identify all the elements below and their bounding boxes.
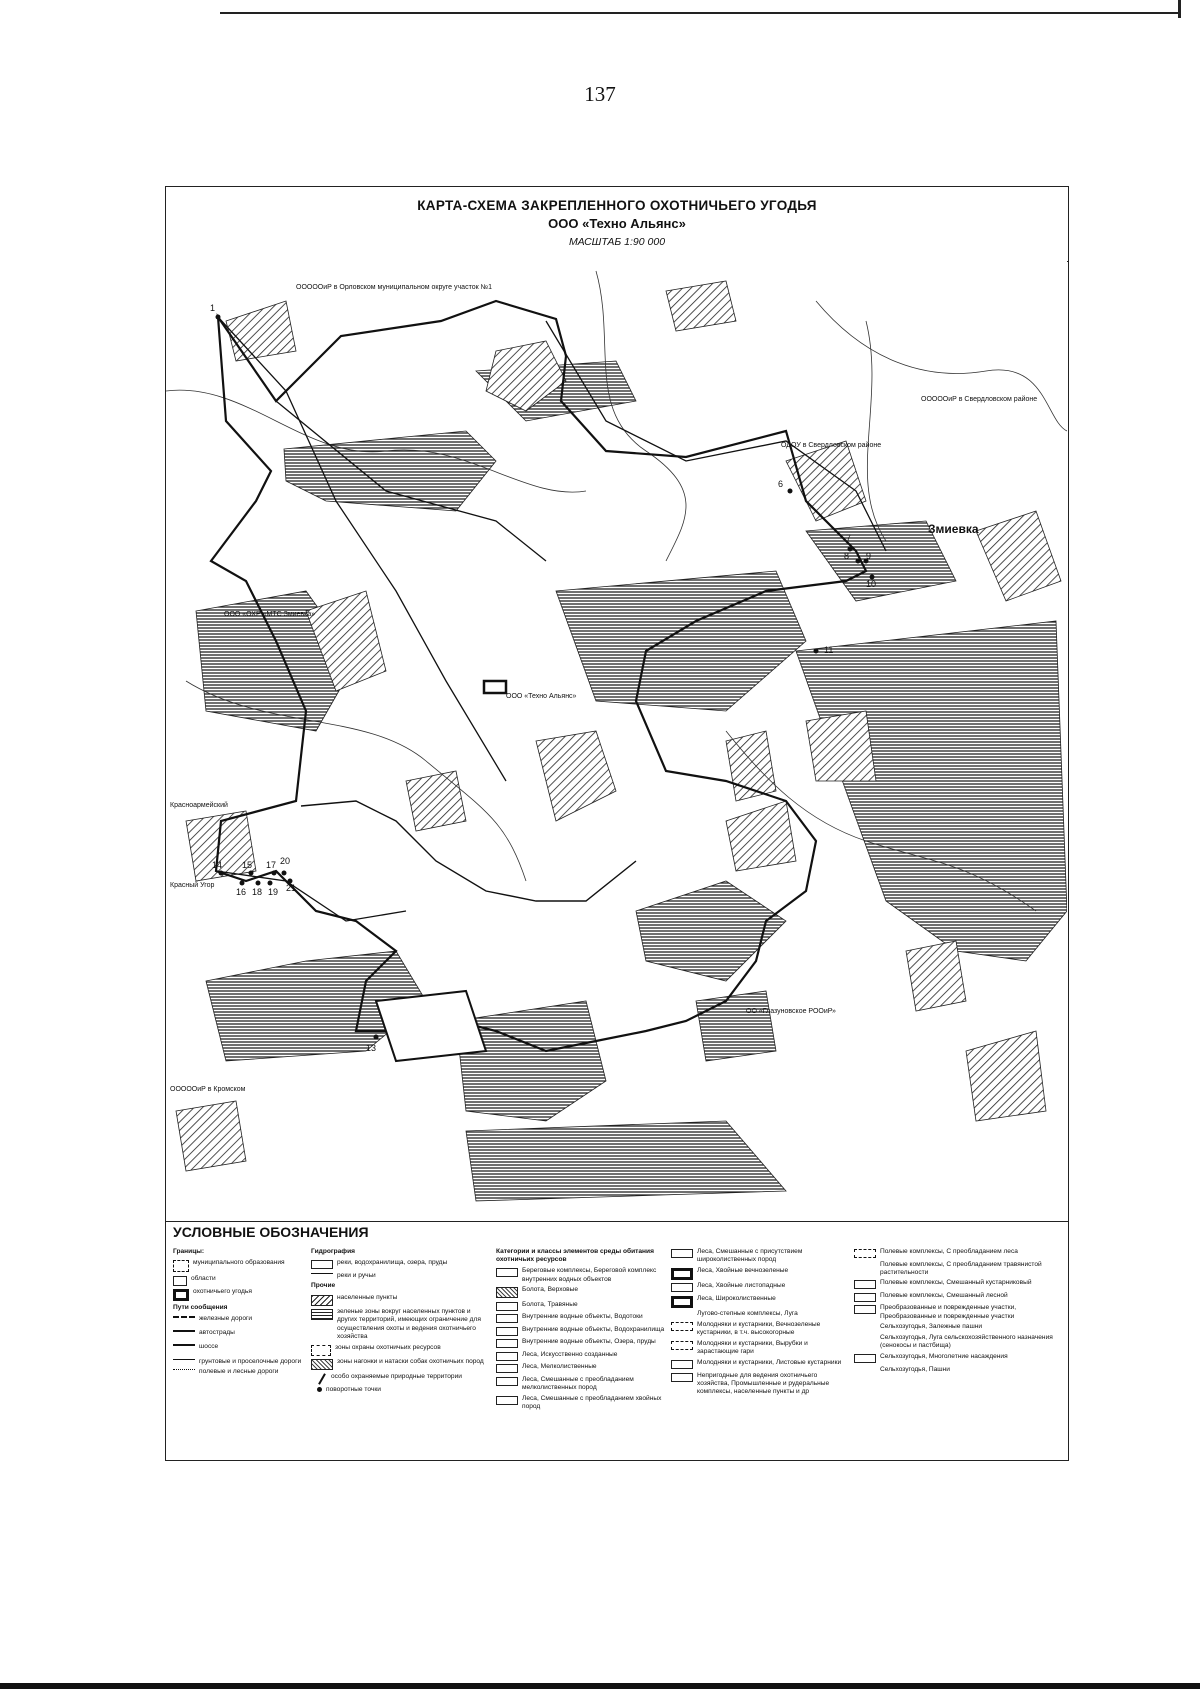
- young-deciduous-icon: [671, 1360, 693, 1369]
- legend-col-4: [671, 1248, 851, 1399]
- unsuitable-icon: [671, 1373, 693, 1382]
- field-road-icon: [173, 1369, 195, 1370]
- legend-title: УСЛОВНЫЕ ОБОЗНАЧЕНИЯ: [173, 1224, 369, 1240]
- turn-point-icon: [317, 1387, 322, 1392]
- label-zmievka: Змиевка: [928, 522, 979, 536]
- label-krom: ОООООиР в Кромском: [170, 1086, 246, 1093]
- svg-text:19: 19: [268, 887, 279, 897]
- legend-head-other: Прочие: [311, 1282, 336, 1290]
- stream-icon: [311, 1273, 333, 1274]
- techno-marker: [484, 681, 506, 693]
- legend-item: шоссе: [173, 1343, 308, 1351]
- map-frame: [165, 186, 1069, 1461]
- protection-zone-icon: [311, 1345, 331, 1356]
- svg-text:18: 18: [252, 887, 263, 897]
- label-krasny: Красный Угор: [170, 882, 215, 889]
- label-orel: ОООООиР в Орловском муниципальном округе участок №1: [296, 284, 492, 291]
- legend-head-hydro: Гидрография: [311, 1248, 355, 1255]
- water-icon: [311, 1260, 333, 1269]
- legend-item: Полевые комплексы, Смешанный кустарниковый: [854, 1279, 1059, 1289]
- legend-item: Внутренние водные объекты, Водохранилища: [496, 1326, 666, 1336]
- legend-item: Леса, Смешанные с преобладанием мелколиственных пород: [496, 1376, 666, 1392]
- legend-item: Непригодные для ведения охотничьего хозяйства, Промышленные и рудеральные комплексы, населенные пункты и др: [671, 1372, 851, 1397]
- legend-item: Молодняки и кустарники, Вырубки и зарастающие гари: [671, 1340, 851, 1356]
- protected-area-icon: [317, 1374, 327, 1384]
- svg-text:17: 17: [266, 860, 277, 870]
- conif-deciduous-icon: [671, 1283, 693, 1292]
- legend-item: Болота, Верховые: [496, 1286, 666, 1298]
- map-scale: МАСШТАБ 1:90 000: [568, 236, 666, 248]
- legend-item: Внутренние водные объекты, Водотоки: [496, 1313, 666, 1323]
- svg-text:6: 6: [778, 479, 784, 489]
- legend-item: Полевые комплексы, С преобладанием травянистой растительности: [880, 1260, 1042, 1276]
- broadleaf-icon: [671, 1296, 693, 1308]
- legend-item: Лугово-степные комплексы, Луга: [697, 1310, 798, 1318]
- map-subtitle: ООО «Техно Альянс»: [548, 216, 686, 231]
- training-zone-icon: [311, 1359, 333, 1370]
- legend-item: Внутренние водные объекты, Озера, пруды: [496, 1338, 666, 1348]
- legend-col-1: [173, 1248, 308, 1379]
- field-shrub-icon: [854, 1280, 876, 1289]
- forest-artificial-icon: [496, 1352, 518, 1361]
- transformed-icon: [854, 1305, 876, 1314]
- legend-item: Леса, Мелколиственные: [496, 1363, 666, 1373]
- legend-item: зоны охраны охотничьих ресурсов: [311, 1344, 491, 1356]
- legend-item: Леса, Смешанные с преобладанием хвойных пород: [496, 1395, 666, 1411]
- svg-text:10: 10: [866, 579, 877, 589]
- legend-item: грунтовые и проселочные дороги: [173, 1358, 308, 1366]
- mixed-broad-icon: [671, 1249, 693, 1258]
- thick-box-icon: [173, 1289, 189, 1301]
- legend-item: Сельхозугодья, Залежные пашни: [880, 1323, 983, 1331]
- label-oooor-sverdl: ОООООиР в Свердловском районе: [921, 396, 1038, 403]
- label-odou: ОДОУ в Свердловском районе: [781, 442, 882, 449]
- legend-head-roads: Пути сообщения: [173, 1303, 228, 1311]
- svg-text:11: 11: [824, 645, 834, 655]
- legend-item: Сельхозугодья, Пашни: [880, 1365, 950, 1373]
- label-ohr: ООО «ОХР «МТС Змиевка»: [224, 611, 316, 618]
- bog-upper-icon: [496, 1287, 518, 1298]
- label-techno: ООО «Техно Альянс»: [506, 693, 577, 700]
- agri-perennial-icon: [854, 1354, 876, 1363]
- legend-item: охотничьего угодья: [173, 1288, 308, 1301]
- young-growth-icon: [671, 1322, 693, 1331]
- legend-item: Леса, Хвойные листопадные: [671, 1282, 851, 1292]
- watercourse-icon: [496, 1314, 518, 1323]
- legend-head-categories: Категории и классы элементов среды обитания охотничьих ресурсов: [496, 1248, 654, 1264]
- legend-item: Сельхозугодья, Луга сельскохозяйственного назначения (сенокосы и пастбища): [880, 1334, 1053, 1350]
- legend-item: реки и ручьи: [311, 1272, 491, 1280]
- box-icon: [173, 1276, 187, 1286]
- map-area: [166, 261, 1067, 1219]
- top-rule: [220, 12, 1180, 14]
- svg-text:20: 20: [280, 856, 291, 866]
- svg-text:1: 1: [210, 303, 216, 313]
- legend-item: Леса, Смешанные с присутствием широколиственных пород: [671, 1248, 851, 1264]
- legend-col-3: [496, 1248, 666, 1414]
- conif-evergreen-icon: [671, 1268, 693, 1280]
- bottom-rule: [0, 1683, 1200, 1689]
- legend-item: Сельхозугодья, Многолетние насаждения: [854, 1353, 1059, 1363]
- legend-item: Полевые комплексы, С преобладанием леса: [854, 1248, 1059, 1258]
- legend-item: поворотные точки: [311, 1386, 491, 1394]
- legend-item: реки, водохранилища, озера, пруды: [311, 1259, 491, 1269]
- dirt-road-icon: [173, 1359, 195, 1360]
- map-canvas: [166, 261, 1067, 1219]
- legend-item: Молодняки и кустарники, Листовые кустарники: [671, 1359, 851, 1369]
- legend-item: Молодняки и кустарники, Вечнозеленые кустарники, в т.ч. высокогорные: [671, 1321, 851, 1337]
- legend-item: Леса, Широколиственные: [671, 1295, 851, 1308]
- legend-item: Береговые комплексы, Береговой комплекс внутренних водных объектов: [496, 1267, 666, 1283]
- legend-item: Леса, Искусственно созданные: [496, 1351, 666, 1361]
- legend-item: Полевые комплексы, Смешанный лесной: [854, 1292, 1059, 1302]
- label-glazunov: ОО «Глазуновское РООиР»: [746, 1008, 836, 1015]
- page-number: 137: [584, 82, 616, 106]
- legend-col-5: [854, 1248, 1059, 1376]
- settlement-icon: [311, 1295, 333, 1306]
- svg-text:8: 8: [844, 551, 850, 561]
- forest-mixed-small-icon: [496, 1377, 518, 1386]
- reservoir-icon: [496, 1327, 518, 1336]
- legend: [166, 1221, 1068, 1460]
- south-parcel: [376, 991, 486, 1061]
- legend-item: зеленые зоны вокруг населенных пунктов и других территорий, имеющих ограничение для осуществления охоты и ведения охотничьего хозяйства: [311, 1308, 491, 1341]
- legend-item: полевые и лесные дороги: [173, 1368, 308, 1376]
- field-forest-icon: [854, 1249, 876, 1258]
- legend-item: населенные пункты: [311, 1294, 491, 1306]
- bog-grass-icon: [496, 1302, 518, 1311]
- map-header: [166, 187, 1068, 262]
- dashed-box-icon: [173, 1260, 189, 1272]
- legend-item: железные дороги: [173, 1315, 308, 1323]
- coastal-icon: [496, 1268, 518, 1277]
- svg-text:15: 15: [242, 860, 253, 870]
- label-krasnoarm: Красноармейский: [170, 802, 228, 809]
- legend-item: особо охраняемые природные территории: [311, 1373, 491, 1384]
- legend-item: муниципального образования: [173, 1259, 308, 1272]
- motorway-icon: [173, 1330, 195, 1332]
- map-title: КАРТА-СХЕМА ЗАКРЕПЛЕННОГО ОХОТНИЧЬЕГО УГОДЬЯ: [417, 198, 817, 213]
- highway-icon: [173, 1344, 195, 1346]
- young-felling-icon: [671, 1341, 693, 1350]
- legend-item: Преобразованные и поврежденные участки, Преобразованные и поврежденные участки: [854, 1304, 1059, 1320]
- svg-text:13: 13: [366, 1043, 377, 1053]
- svg-text:7: 7: [846, 533, 852, 543]
- forest-small-icon: [496, 1364, 518, 1373]
- legend-item: автострады: [173, 1329, 308, 1337]
- legend-item: зоны нагонки и натаски собак охотничьих пород: [311, 1358, 491, 1370]
- svg-text:16: 16: [236, 887, 247, 897]
- forest-mixed-conif-icon: [496, 1396, 518, 1405]
- lake-icon: [496, 1339, 518, 1348]
- svg-text:21: 21: [286, 883, 297, 893]
- legend-item: Болота, Травяные: [496, 1301, 666, 1311]
- railway-icon: [173, 1316, 195, 1318]
- legend-head-borders: Границы:: [173, 1248, 205, 1255]
- legend-item: области: [173, 1275, 308, 1286]
- legend-item: Леса, Хвойные вечнозеленые: [671, 1267, 851, 1280]
- svg-text:9: 9: [866, 551, 872, 561]
- svg-text:14: 14: [212, 860, 223, 870]
- legend-col-2: [311, 1248, 491, 1397]
- top-rule-edge: [1178, 0, 1181, 18]
- green-zone-icon: [311, 1309, 333, 1320]
- field-mixed-icon: [854, 1293, 876, 1302]
